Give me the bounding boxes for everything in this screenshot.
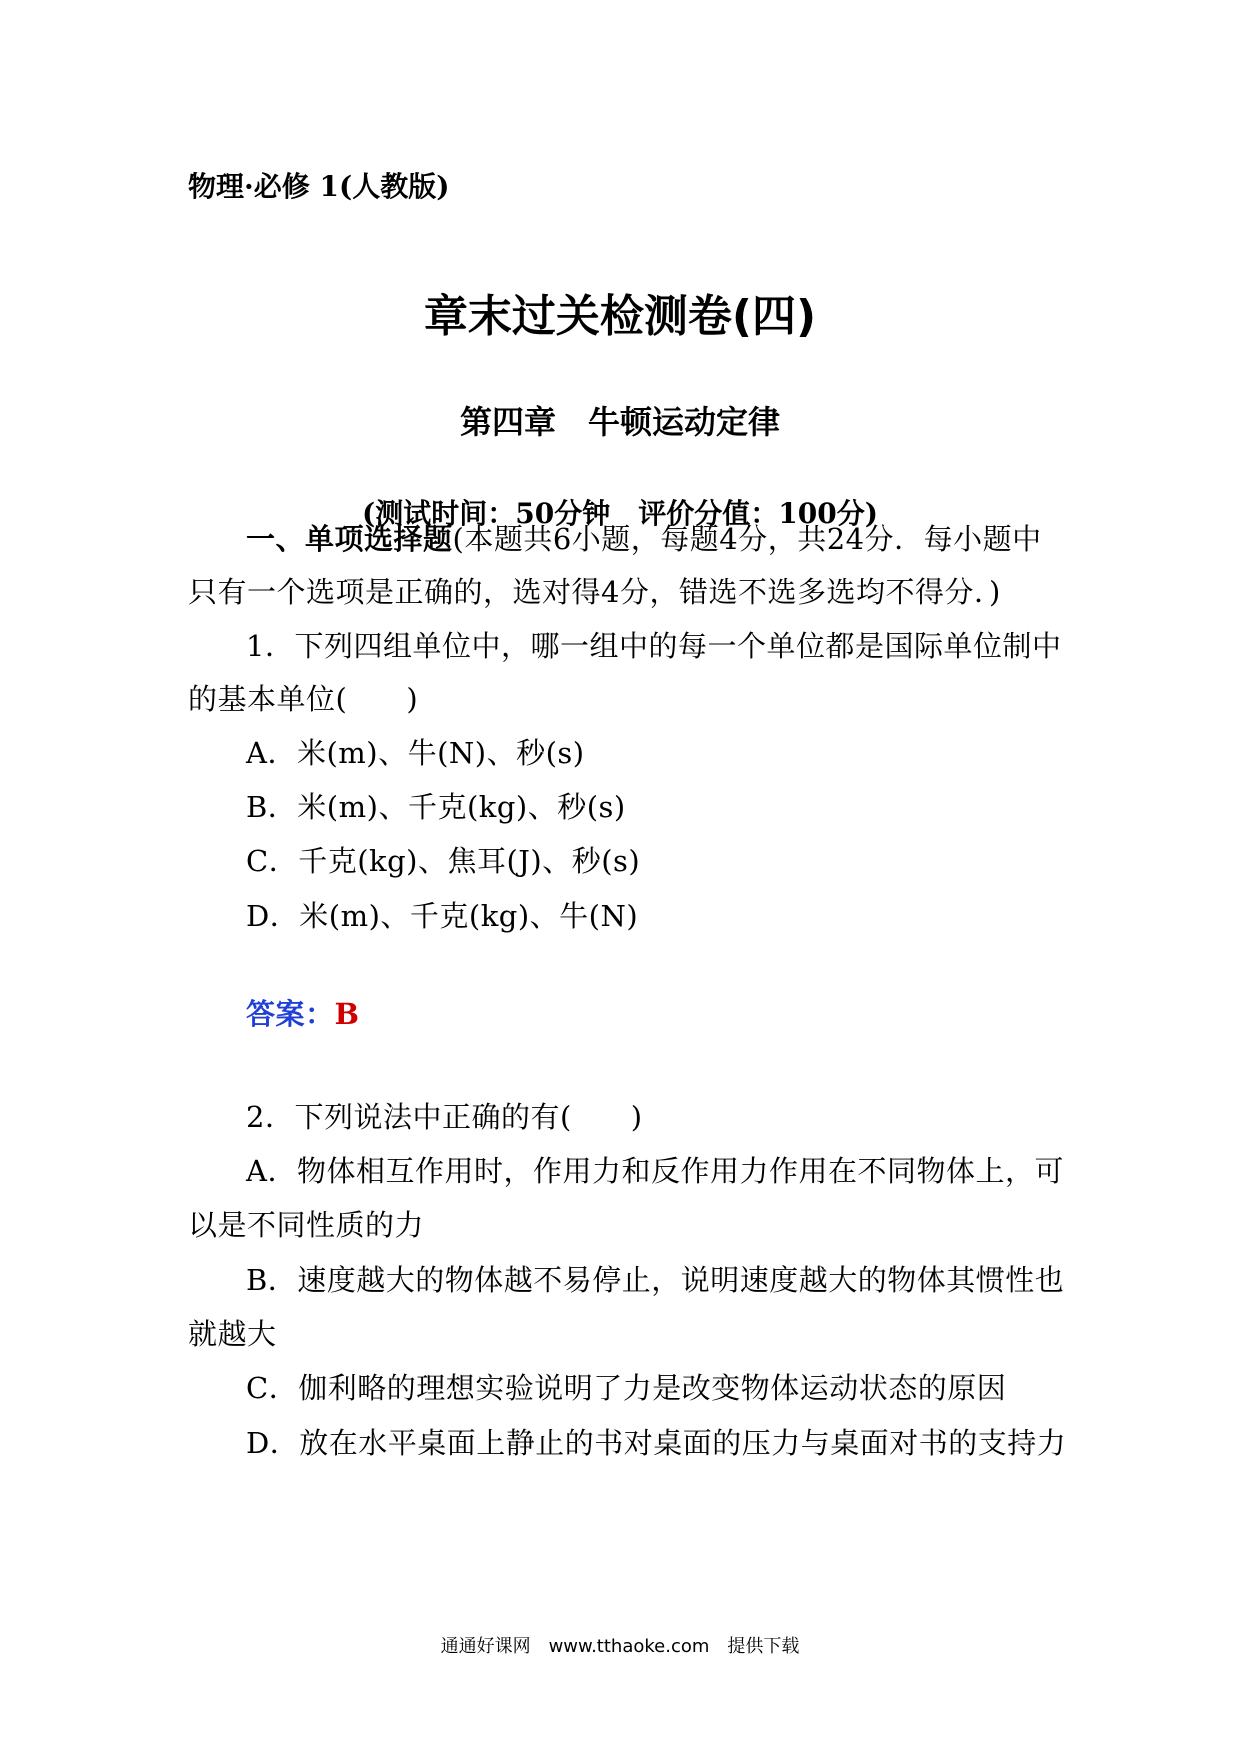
q1-answer: [246, 992, 360, 1033]
answer-label: 答案：: [246, 997, 335, 1031]
test-meta: (测试时间：50分钟 评价分值：100分): [362, 497, 878, 530]
page-title: 章末过关检测卷(四): [423, 291, 817, 342]
q1-option-a: A．米(m)、牛(N)、秒(s): [246, 736, 585, 770]
q2-option-c: C．伽利略的理想实验说明了力是改变物体运动状态的原因: [246, 1371, 1007, 1405]
q2-option-b-line2: 就越大: [188, 1317, 277, 1351]
q2-option-d-line1: D．放在水平桌面上静止的书对桌面的压力与桌面对书的支持力: [246, 1426, 1067, 1460]
answer-value: B: [334, 997, 360, 1031]
q2-option-b-line1: B．速度越大的物体越不易停止，说明速度越大的物体其惯性也: [246, 1263, 1065, 1297]
section-desc-line2: 只有一个选项是正确的，选对得4分，错选不选多选均不得分．): [188, 575, 1001, 609]
q1-option-d: D．米(m)、千克(kg)、牛(N): [246, 899, 639, 933]
q2-stem: 2．下列说法中正确的有( ): [246, 1100, 643, 1134]
q2-option-a-line2: 以是不同性质的力: [188, 1208, 425, 1242]
section-heading: 一、单项选择题: [246, 522, 453, 556]
section-heading-line: [246, 517, 1042, 558]
footer-watermark: 通通好课网 www.tthaoke.com 提供下载: [440, 1636, 800, 1657]
q1-option-b: B．米(m)、千克(kg)、秒(s): [246, 790, 626, 824]
book-header: 物理·必修 1(人教版): [188, 170, 450, 203]
q1-stem-line1: 1．下列四组单位中，哪一组中的每一个单位都是国际单位制中: [246, 629, 1062, 663]
q1-stem-line2: 的基本单位( ): [188, 682, 419, 716]
chapter-subtitle: 第四章 牛顿运动定律: [459, 403, 780, 441]
q2-option-a-line1: A．物体相互作用时，作用力和反作用力作用在不同物体上，可: [246, 1154, 1064, 1188]
section-desc-line1: (本题共6小题，每题4分，共24分．每小题中: [452, 522, 1042, 556]
q1-option-c: C．千克(kg)、焦耳(J)、秒(s): [246, 844, 641, 878]
